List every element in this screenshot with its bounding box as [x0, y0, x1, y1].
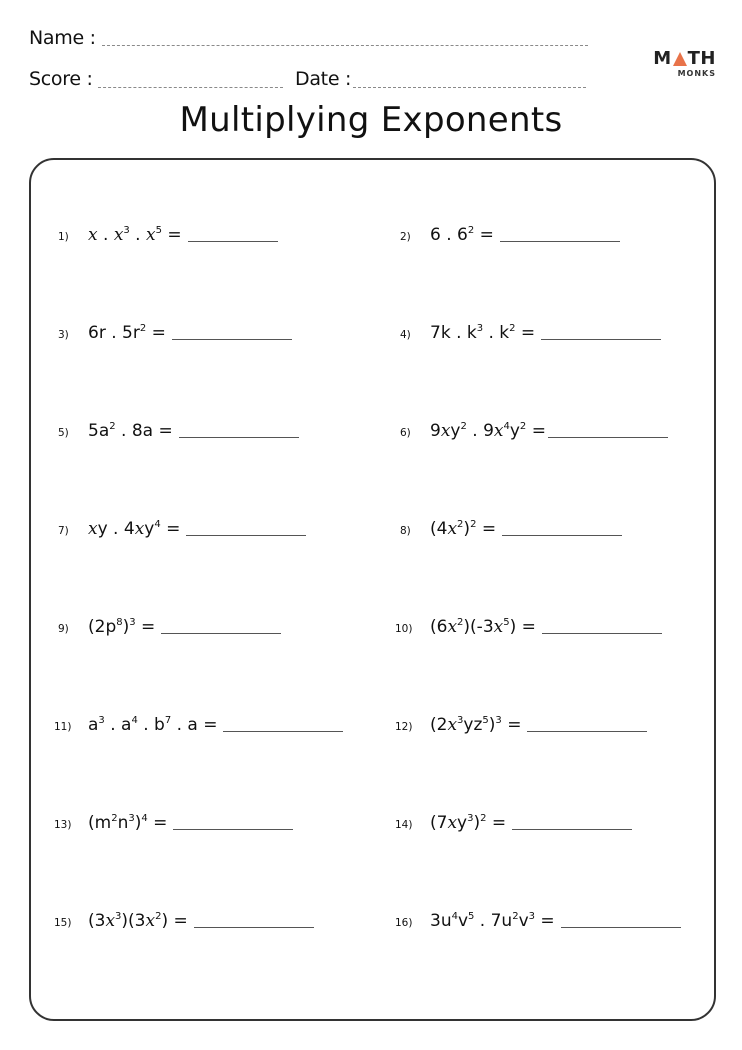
- problem-number: 12): [395, 721, 413, 733]
- answer-blank[interactable]: [541, 339, 661, 340]
- problem-expression: $(2x^3yz^5)^3$ =: [430, 715, 522, 735]
- problem-6: [400, 421, 668, 441]
- problem-expression: 6r . $5r^2$ =: [88, 323, 166, 343]
- answer-blank[interactable]: [502, 535, 622, 536]
- problem-2: [400, 225, 620, 245]
- problem-number: 2): [400, 231, 411, 243]
- problem-number: 15): [54, 917, 72, 929]
- problem-expression: $5a^2$ . 8a =: [88, 421, 173, 441]
- problem-number: 11): [54, 721, 72, 733]
- problem-11: [54, 715, 343, 735]
- problems-box: [29, 158, 716, 1021]
- problem-expression: $(7xy^3)^2$ =: [430, 813, 507, 833]
- problem-number: 5): [58, 427, 69, 439]
- problem-expression: $3u^4v^5$ . $7u^2v^3$ =: [430, 911, 555, 931]
- problem-7: [58, 519, 306, 539]
- answer-blank[interactable]: [527, 731, 647, 732]
- answer-blank[interactable]: [194, 927, 314, 928]
- problem-number: 3): [58, 329, 69, 341]
- problem-number: 10): [395, 623, 413, 635]
- answer-blank[interactable]: [188, 241, 278, 242]
- problem-expression: 6 . $6^2$ =: [430, 225, 494, 245]
- problem-9: [58, 617, 281, 637]
- answer-blank[interactable]: [542, 633, 662, 634]
- answer-blank[interactable]: [161, 633, 281, 634]
- problem-expression: xy . $4xy^4$ =: [88, 519, 181, 539]
- problem-3: [58, 323, 292, 343]
- score-field[interactable]: [98, 87, 283, 88]
- answer-blank[interactable]: [186, 535, 306, 536]
- problem-number: 6): [400, 427, 411, 439]
- page-title: Multiplying Exponents: [179, 100, 563, 140]
- problem-1: [58, 225, 278, 245]
- score-label: Score :: [29, 68, 93, 90]
- problem-5: [58, 421, 299, 441]
- problem-8: [400, 519, 622, 539]
- problem-15: [54, 911, 314, 931]
- problem-13: [54, 813, 293, 833]
- problem-expression: $(6x^2)(-3x^5)$ =: [430, 617, 536, 637]
- problem-expression: $(4x^2)^2$ =: [430, 519, 497, 539]
- problem-expression: x . $x^3$ . $x^5$ =: [88, 225, 182, 245]
- date-field[interactable]: [353, 87, 586, 88]
- name-field[interactable]: [102, 45, 588, 46]
- problem-number: 9): [58, 623, 69, 635]
- problem-number: 14): [395, 819, 413, 831]
- logo-text-m: M: [653, 48, 672, 69]
- answer-blank[interactable]: [561, 927, 681, 928]
- problem-expression: $9xy^2$ . $9x^4y^2$ =: [430, 421, 546, 441]
- logo-subtext: MONKS: [677, 69, 716, 78]
- answer-blank[interactable]: [500, 241, 620, 242]
- problem-number: 7): [58, 525, 69, 537]
- logo-text-th: TH: [687, 48, 716, 69]
- problem-number: 1): [58, 231, 69, 243]
- problem-14: [395, 813, 632, 833]
- problem-expression: $a^3$ . $a^4$ . $b^7$ . a =: [88, 715, 218, 735]
- problem-number: 13): [54, 819, 72, 831]
- problem-number: 16): [395, 917, 413, 929]
- answer-blank[interactable]: [548, 437, 668, 438]
- problem-expression: $(3x^3)(3x^2)$ =: [88, 911, 188, 931]
- triangle-icon: [673, 52, 687, 66]
- answer-blank[interactable]: [179, 437, 299, 438]
- answer-blank[interactable]: [172, 339, 292, 340]
- problem-expression: $(m^2n^3)^4$ =: [88, 813, 168, 833]
- problem-4: [400, 323, 661, 343]
- problem-expression: $(2p^8)^3$ =: [88, 617, 156, 637]
- problem-12: [395, 715, 647, 735]
- math-monks-logo: [653, 48, 716, 78]
- problem-expression: 7k . $k^3$ . $k^2$ =: [430, 323, 536, 343]
- problem-number: 4): [400, 329, 411, 341]
- answer-blank[interactable]: [173, 829, 293, 830]
- date-label: Date :: [295, 68, 352, 90]
- problem-number: 8): [400, 525, 411, 537]
- answer-blank[interactable]: [512, 829, 632, 830]
- problem-10: [395, 617, 662, 637]
- answer-blank[interactable]: [223, 731, 343, 732]
- name-label: Name :: [29, 27, 96, 49]
- problem-16: [395, 911, 681, 931]
